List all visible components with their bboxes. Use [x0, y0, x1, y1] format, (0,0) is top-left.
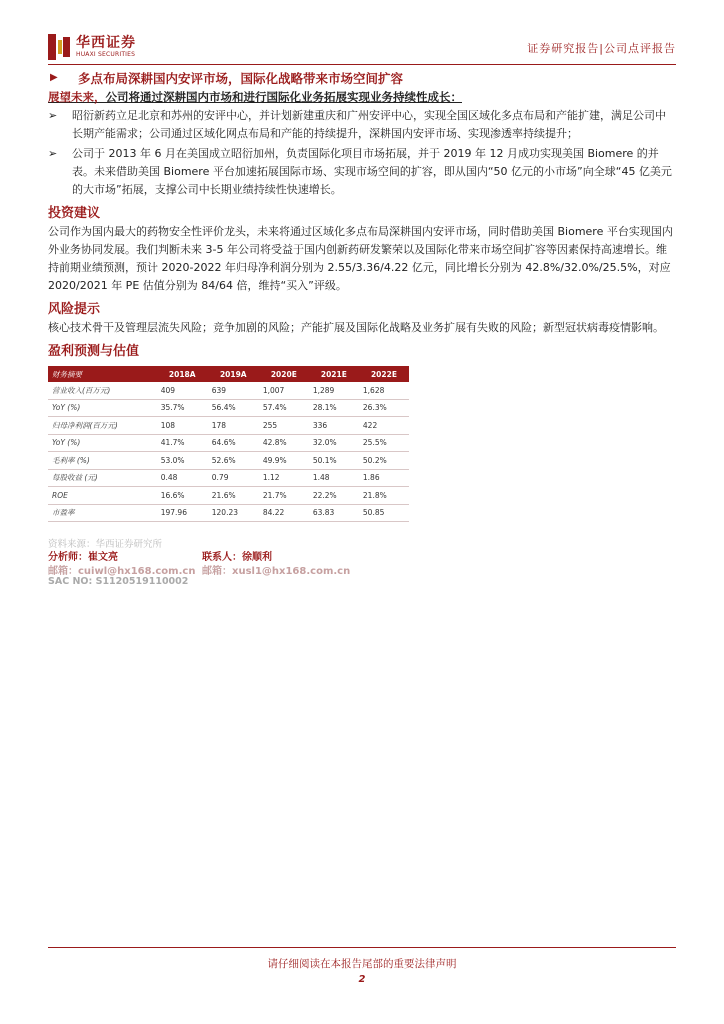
table-cell: 35.7% — [157, 399, 208, 417]
table-cell: 53.0% — [157, 452, 208, 470]
table-cell: 25.5% — [359, 434, 409, 452]
table-cell: 64.6% — [208, 434, 259, 452]
risk-heading: 风险提示 — [48, 302, 101, 317]
row-label: 市盈率 — [48, 504, 157, 522]
table-row — [48, 417, 409, 435]
footer-divider — [48, 947, 676, 948]
table-cell: 49.9% — [259, 452, 309, 470]
table-cell: 0.48 — [157, 469, 208, 487]
table-cell: 422 — [359, 417, 409, 435]
contact-names-row — [48, 548, 676, 562]
table-header-cell: 2021E — [309, 366, 359, 382]
arrow-bullet-icon: ➢ — [48, 109, 58, 122]
table-cell: 22.2% — [309, 487, 359, 505]
logo-english-name: HUAXI SECURITIES — [76, 51, 136, 58]
table-cell: 409 — [157, 382, 208, 399]
table-header-cell: 2019A — [208, 366, 259, 382]
analyst-email: 邮箱：cuiwl@hx168.com.cn — [48, 566, 196, 577]
table-cell: 32.0% — [309, 434, 359, 452]
forecast-table — [48, 366, 409, 522]
contact-emails-row — [48, 562, 676, 576]
table-cell: 50.1% — [309, 452, 359, 470]
table-cell: 336 — [309, 417, 359, 435]
table-cell: 255 — [259, 417, 309, 435]
legal-disclaimer-note: 请仔细阅读在本报告尾部的重要法律声明 — [267, 958, 457, 970]
table-cell: 42.8% — [259, 434, 309, 452]
section-heading — [48, 69, 676, 87]
table-cell: 0.79 — [208, 469, 259, 487]
investment-advice-text: 公司作为国内最大的药物安全性评价龙头，未来将通过区域化多点布局深耕国内安评市场，同时借助美国 Biomere 平台实现国内外业务协同发展。我们判断未来 3-5 年公司将受益于国内创新药研发繁荣以及国际化带来市场空间扩容等因素保持高速增长。维持前期业绩预测，预计 2020-2022 年归母净利润分别为 2.55/3.36/4.22 亿元，同比增长分别为 42.8%/32.0%/25.5%，对应 2020/2021 年 PE 估值分别为 84/64 倍，维持“买入”评级。 — [48, 225, 673, 292]
intro-sentence — [48, 89, 676, 105]
row-label: YoY (%) — [48, 434, 157, 452]
table-cell: 1,628 — [359, 382, 409, 399]
table-cell: 41.7% — [157, 434, 208, 452]
huaxi-logo-icon — [48, 34, 70, 60]
contact-name: 联系人：徐顺利 — [202, 552, 272, 563]
analyst-contacts — [48, 548, 676, 590]
table-header-cell: 财务摘要 — [48, 366, 157, 382]
table-cell: 1,289 — [309, 382, 359, 399]
intro-lead: 展望未来， — [48, 90, 106, 104]
table-cell: 50.2% — [359, 452, 409, 470]
intro-rest: 公司将通过深耕国内市场和进行国际化业务拓展实现业务持续性成长： — [105, 90, 462, 104]
table-row — [48, 452, 409, 470]
table-cell: 21.6% — [208, 487, 259, 505]
section-title: 多点布局深耕国内安评市场，国际化战略带来市场空间扩容 — [78, 71, 404, 86]
table-cell: 1,007 — [259, 382, 309, 399]
table-cell: 1.12 — [259, 469, 309, 487]
arrow-bullet-icon: ➢ — [48, 147, 58, 160]
table-header-cell: 2018A — [157, 366, 208, 382]
risk-text: 核心技术骨干及管理层流失风险；竞争加剧的风险；产能扩展及国际化战略及业务扩展有失败的风险；新型冠状病毒疫情影响。 — [48, 321, 664, 334]
table-header-row — [48, 366, 409, 382]
table-cell: 120.23 — [208, 504, 259, 522]
table-cell: 178 — [208, 417, 259, 435]
table-cell: 84.22 — [259, 504, 309, 522]
document-type-label: 证券研究报告|公司点评报告 — [527, 42, 676, 55]
table-row — [48, 504, 409, 522]
sac-number: SAC NO: S1120519110002 — [48, 576, 189, 587]
table-header-cell: 2022E — [359, 366, 409, 382]
investment-advice-heading: 投资建议 — [48, 206, 101, 221]
table-cell: 108 — [157, 417, 208, 435]
row-label: 归母净利润(百万元) — [48, 417, 157, 435]
table-cell: 26.3% — [359, 399, 409, 417]
forecast-heading: 盈利预测与估值 — [48, 344, 140, 359]
table-cell: 50.85 — [359, 504, 409, 522]
analyst-name: 分析师：崔文亮 — [48, 552, 118, 563]
table-row — [48, 434, 409, 452]
bullet-text: 公司于 2013 年 6 月在美国成立昭衍加州，负责国际化项目市场拓展，并于 2019 年 12 月成功实现美国 Biomere 的并表。未来借助美国 Biomere 平台加速拓展国际市场、实现市场空间的扩容，即从国内“50 亿元的小市场”向全球“45 亿美元的大市场”拓展，支撑公司中长期业绩持续性快速增长。 — [72, 147, 672, 196]
triangle-bullet-icon: ▶ — [50, 72, 58, 83]
table-cell: 16.6% — [157, 487, 208, 505]
table-cell: 1.86 — [359, 469, 409, 487]
table-row — [48, 469, 409, 487]
table-cell: 1.48 — [309, 469, 359, 487]
main-content — [48, 64, 676, 361]
row-label: 每股收益 (元) — [48, 469, 157, 487]
table-cell: 21.7% — [259, 487, 309, 505]
logo-chinese-name: 华西证券 — [76, 35, 136, 51]
table-row — [48, 382, 409, 399]
forecast-table-wrapper — [48, 366, 409, 522]
row-label: 营业收入(百万元) — [48, 382, 157, 399]
table-cell: 21.8% — [359, 487, 409, 505]
list-item — [48, 107, 676, 143]
table-cell: 57.4% — [259, 399, 309, 417]
row-label: ROE — [48, 487, 157, 505]
huaxi-logo — [48, 32, 168, 62]
table-cell: 56.4% — [208, 399, 259, 417]
table-cell: 63.83 — [309, 504, 359, 522]
page-number: 2 — [358, 974, 366, 985]
table-source-note: 资料来源：华西证券研究所 — [48, 539, 163, 550]
table-row — [48, 399, 409, 417]
page-header — [48, 32, 676, 62]
table-cell: 639 — [208, 382, 259, 399]
sac-row — [48, 576, 676, 590]
row-label: 毛利率 (%) — [48, 452, 157, 470]
contact-email: 邮箱：xusl1@hx168.com.cn — [202, 566, 351, 577]
list-item — [48, 145, 676, 199]
row-label: YoY (%) — [48, 399, 157, 417]
table-cell: 28.1% — [309, 399, 359, 417]
table-cell: 52.6% — [208, 452, 259, 470]
table-header-cell: 2020E — [259, 366, 309, 382]
bullet-text: 昭衍新药立足北京和苏州的安评中心，并计划新建重庆和广州安评中心，实现全国区域化多点布局和产能扩建，满足公司中长期产能需求；公司通过区域化网点布局和产能的持续提升，深耕国内安评市场、实现渗透率持续提升； — [72, 109, 666, 140]
table-cell: 197.96 — [157, 504, 208, 522]
table-row — [48, 487, 409, 505]
